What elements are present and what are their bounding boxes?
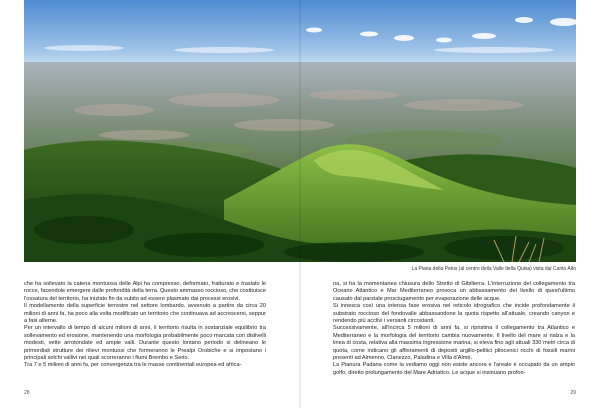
paragraph: La Pianura Padana come la vediamo oggi non esiste ancora e l'areale è occupato da un ampio golfo, diretto prolungamento del Mare Adriatico. Le acque si insinuano profon- (333, 362, 575, 376)
page-number-right: 29 (570, 390, 576, 396)
paragraph: Si innesca così una intensa fase erosiva nel reticolo idrografico che incide profondamente il substrato roccioso del fondovalle abbassandone la quota rispetto all'attuale, creando canyon e rendendo più acclivi i versanti circostanti. (333, 303, 575, 325)
paragraph: Tra 7 e 5 milioni di anni fa, per convergenza tra le masse continentali europea ed africa- (24, 362, 242, 369)
paragraph: che ha sollevato la catena montuosa delle Alpi ha compresso, deformato, fratturato e traslato le rocce, facendole emergere dalle profondità della terra. Questo ammasso roccioso, che costituisce l'ossatura del territorio, ha iniziato fin da subito ad essere plasmato dai processi erosivi. (24, 281, 266, 302)
page-gutter (299, 0, 301, 408)
paragraph: Per un intervallo di tempo di alcuni milioni di anni, il territorio risulta in sostanziale equilibrio tra sollevamento ed erosione, mantenendo una morfologia probabilmente poco marcata con dislivelli modesti, vette arrotondate ed ampie valli. Durante questo lontano periodo si delineano le primordiali strutture dei rilievi montuosi che formeranno le Prealpi Orobiche e si impostano i principali solchi vallivi nei quali scorreranno i fiumi Brembo e Serio. (24, 325, 266, 362)
left-text-column (24, 281, 266, 370)
right-text-column (333, 281, 575, 377)
paragraph: Successivamente, all'incirca 5 milioni di anni fa, si ripristina il collegamento tra Atlantico e Mediterraneo e la morfologia del territorio cambia nuovamente. Il livello del mare si rialza e la linea di costa, relativa alla massima ingressione marina, si eleva fino agli attuali 330 metri circa di quota, come indicano gli affioramenti di depositi argillo-pelitici pliocenici ricchi di fossili marini presenti ad Almenno, Clanezzo, Paladina e Villa d'Almè. (333, 325, 575, 362)
paragraph: na, si ha la momentanea chiusura dello Stretto di Gibilterra. L'interruzione del collegamento tra Oceano Atlantico e Mar Mediterraneo provoca un abbassamento del livello di quest'ultimo causato dal parziale prosciugamento per evaporazione delle acque. (333, 281, 575, 302)
paragraph: Il modellamento della superficie terrestre nel settore lombardo, avvenuto a partire da circa 20 milioni di anni fa, ha poco alla volta modificato un territorio che continuava ad accrescersi, seppur a fasi alterne. (24, 303, 266, 325)
photo-caption: La Piana della Petos (al centro della Valle della Quisa) vista dal Canto Alto (411, 266, 576, 272)
page-number-left: 28 (24, 390, 30, 396)
